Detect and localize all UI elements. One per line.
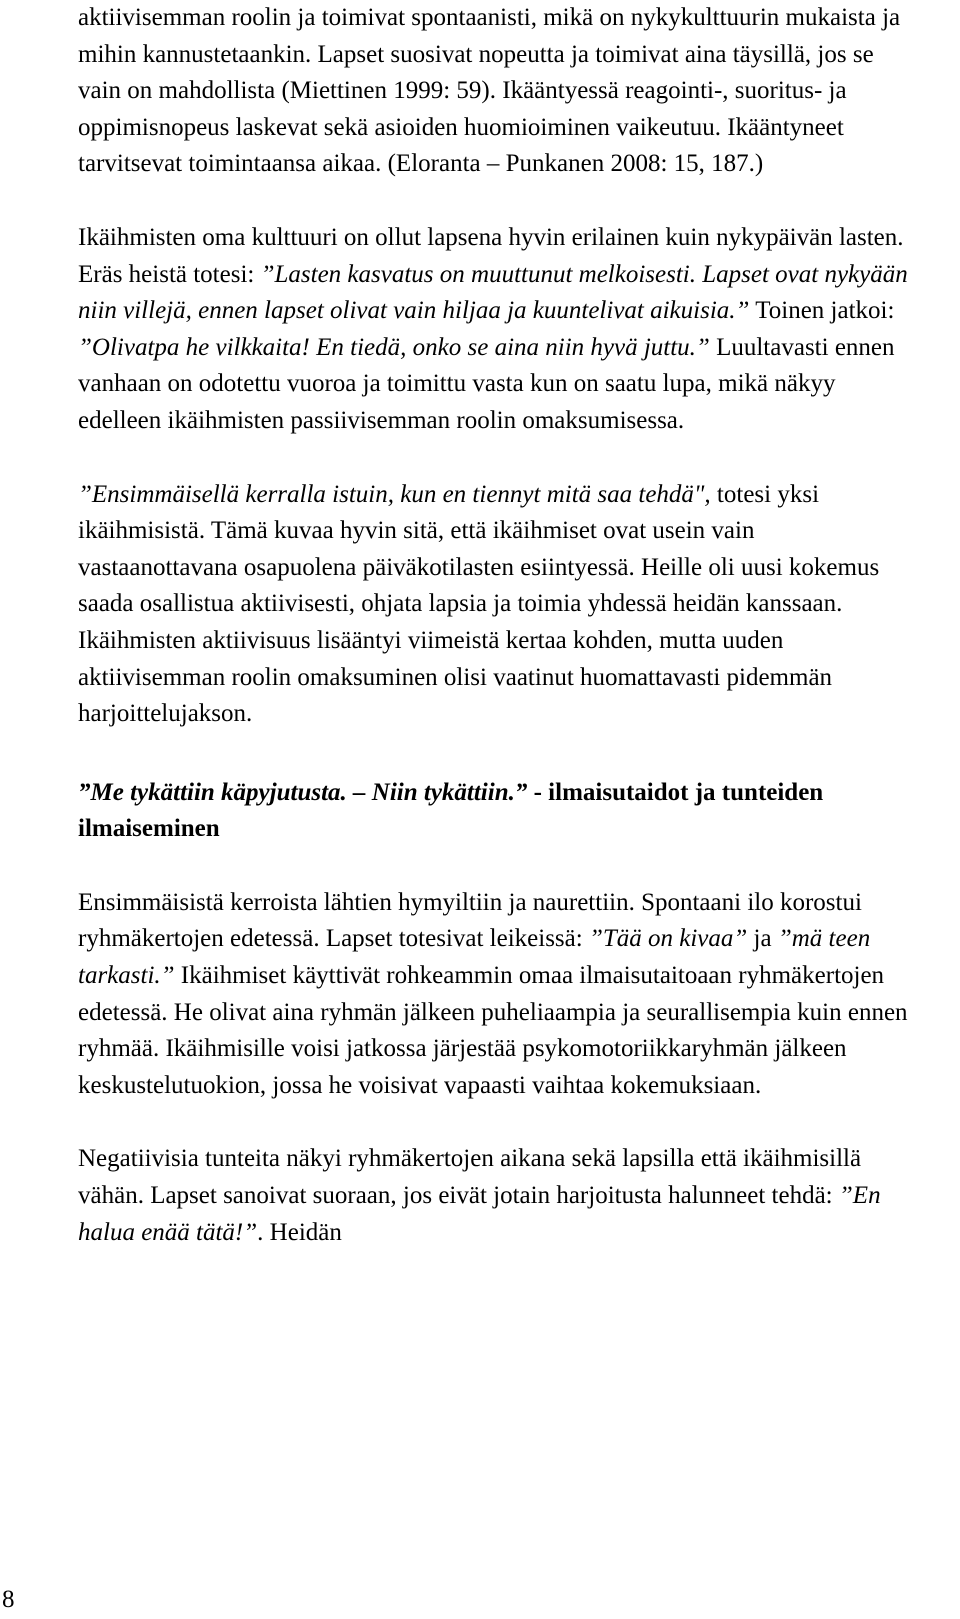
paragraph-5-quote-1: ”En halua enää tätä!” <box>78 1182 881 1246</box>
paragraph-5-text-2: . Heidän <box>257 1218 342 1246</box>
paragraph-2-text: Ikäihmisten oma kulttuuri on ollut lapsena hyvin erilainen kuin nykypäivän lasten. Eräs heistä totesi: <box>78 223 904 288</box>
paragraph-4 <box>78 885 918 1105</box>
document-page <box>78 0 918 1251</box>
paragraph-2-text-3: Luultavasti ennen vanhaan on odotettu vuoroa ja toimittu vasta kun on saatu lupa, mikä näkyy edelleen ikäihmisten passiivisemman roolin omaksumisessa. <box>78 333 895 434</box>
paragraph-5-text: Negatiivisia tunteita näkyi ryhmäkertojen aikana sekä lapsilla että ikäihmisillä vähän. Lapset sanoivat suoraan, jos eivät jotain harjoitusta halunneet tehdä: <box>78 1145 862 1210</box>
paragraph-4-text: Ensimmäisistä kerroista lähtien hymyiltiin ja naurettiin. Spontaani ilo korostui ryhmäkertojen edetessä. Lapset totesivat leikeissä: <box>78 888 862 953</box>
paragraph-5 <box>78 1141 918 1251</box>
paragraph-2-quote-2: ”Olivatpa he vilkkaita! En tiedä, onko se aina niin hyvä juttu.” <box>78 333 710 361</box>
section-heading <box>78 775 918 848</box>
paragraph-4-text-2: ja <box>747 925 778 953</box>
paragraph-1 <box>78 0 918 183</box>
section-heading-text: - ilmaisutaidot ja tunteiden ilmaiseminen <box>78 778 824 843</box>
paragraph-2 <box>78 220 918 440</box>
section-heading-quote: ”Me tykättiin käpyjutusta. – Niin tykättiin.” <box>78 778 528 806</box>
paragraph-2-quote-1: ”Lasten kasvatus on muuttunut melkoisesti. Lapset ovat nykyään niin villejä, ennen lapset olivat vain hiljaa ja kuuntelivat aikuisia.” <box>78 260 908 325</box>
paragraph-3-quote-1: ”Ensimmäisellä kerralla istuin, kun en tiennyt mitä saa tehdä", <box>78 480 711 508</box>
paragraph-4-text-3: Ikäihmiset käyttivät rohkeammin omaa ilmaisutaitoaan ryhmäkertojen edetessä. He olivat aina ryhmän jälkeen puheliaampia ja seurallisempia kuin ennen ryhmää. Ikäihmisille voisi jatkossa järjestää psykomotoriikkaryhmän jälkeen keskustelutuokion, jossa he voisivat vapaasti vaihtaa kokemuksiaan. <box>78 962 908 1099</box>
paragraph-3 <box>78 477 918 733</box>
paragraph-1-text: aktiivisemman roolin ja toimivat spontaanisti, mikä on nykykulttuurin mukaista ja mihin kannustetaankin. Lapset suosivat nopeutta ja toimivat aina täysillä, jos se vain on mahdollista (Miettinen 1999: 59). Ikääntyessä reagointi-, suoritus- ja oppimisnopeus laskevat sekä asioiden huomioiminen vaikeutuu. Ikääntyneet tarvitsevat toimintaansa aikaa. (Eloranta – Punkanen 2008: 15, 187.) <box>78 4 901 178</box>
paragraph-4-quote-1: ”Tää on kivaa” <box>588 925 748 953</box>
paragraph-3-text: totesi yksi ikäihmisistä. Tämä kuvaa hyvin sitä, että ikäihmiset ovat usein vain vastaanottavana osapuolena päiväkotilasten esiintyessä. Heille oli uusi kokemus saada osallistua aktiivisesti, ohjata lapsia ja toimia yhdessä heidän kanssaan. Ikäihmisten aktiivisuus lisääntyi viimeistä kertaa kohden, mutta uuden aktiivisemman roolin omaksuminen olisi vaatinut huomattavasti pidemmän harjoittelujakson. <box>78 480 880 728</box>
paragraph-4-quote-2: ”mä teen tarkasti.” <box>78 925 871 990</box>
paragraph-2-text-2: Toinen jatkoi: <box>749 297 895 325</box>
page-number: 8 <box>2 1586 15 1613</box>
